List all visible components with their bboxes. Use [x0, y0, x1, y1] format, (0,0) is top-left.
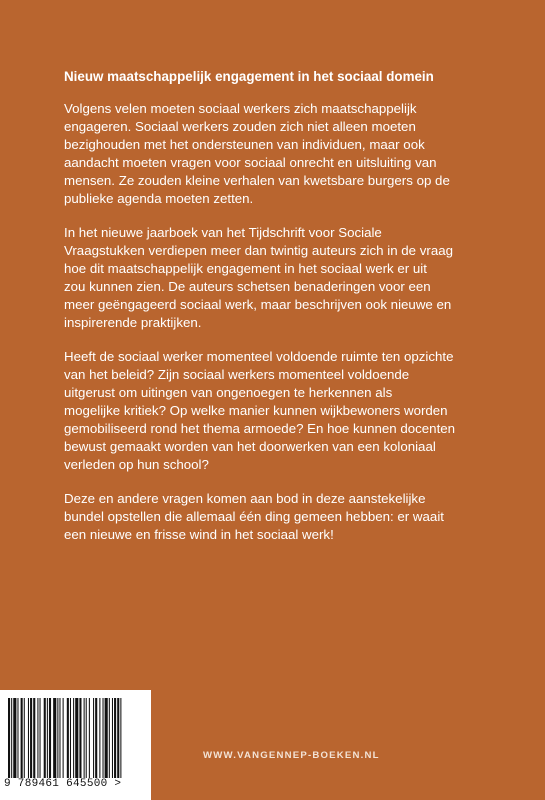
- blurb-paragraph-1: Volgens velen moeten sociaal werkers zich maatschappelijk engageren. Sociaal werkers zouden zich niet alleen moeten bezighouden met het ondersteunen van individuen, maar ook aandacht moeten vragen voor sociaal onrecht en uitsluiting van mensen. Ze zouden kleine verhalen van kwetsbare burgers op de publieke agenda moeten zetten.: [64, 101, 450, 206]
- publisher-website: WWW.VANGENNEP-BOEKEN.NL: [203, 750, 380, 761]
- blurb-headline: Nieuw maatschappelijk engagement in het sociaal domein: [64, 69, 434, 84]
- blurb-paragraph-4: Deze en andere vragen komen aan bod in deze aanstekelijke bundel opstellen die allemaal één ding gemeen hebben: er waait een nieuwe en frisse wind in het sociaal werk!: [64, 491, 444, 542]
- barcode-digits: 9 789461 645500 >: [4, 778, 122, 790]
- blurb-paragraph-3: Heeft de sociaal werker momenteel voldoende ruimte ten opzichte van het beleid? Zijn sociaal werkers momenteel voldoende uitgerust om uitingen van ongenoegen te herkennen als mogelijke kritiek? Op welke manier kunnen wijkbewoners worden gemobiliseerd rond het thema armoede? En hoe kunnen docenten bewust gemaakt worden van het doorwerken van een koloniaal verleden op hun school?: [64, 349, 456, 472]
- blurb: [64, 68, 496, 560]
- barcode-bars: [6, 698, 144, 778]
- blurb-paragraph-2: In het nieuwe jaarboek van het Tijdschrift voor Sociale Vraagstukken verdiepen meer dan twintig auteurs zich in de vraag hoe dit maatschappelijk engagement in het sociaal werk er uit zou kunnen zien. De auteurs schetsen benaderingen voor een meer geëngageerd sociaal werk, maar beschrijven ook nieuwe en inspirerende praktijken.: [64, 225, 454, 330]
- isbn-barcode: [0, 690, 151, 800]
